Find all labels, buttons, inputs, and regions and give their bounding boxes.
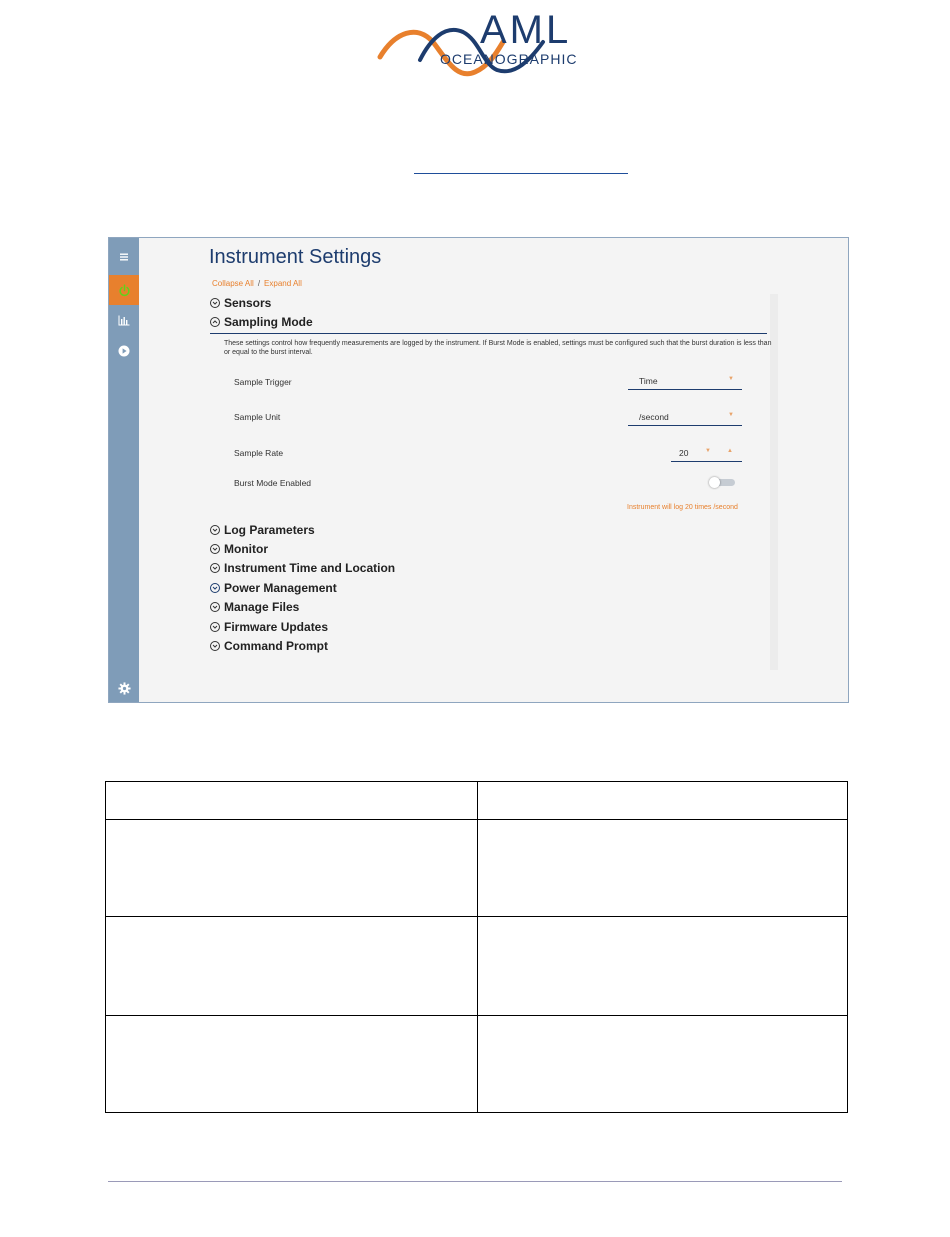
section-divider [210,333,767,334]
burst-mode-toggle[interactable] [709,477,735,487]
collapse-all-link[interactable]: Collapse All [212,279,254,288]
sample-trigger-select[interactable] [628,373,742,390]
settings-panel [139,238,848,702]
expand-all-link[interactable]: Expand All [264,279,302,288]
table-row [106,820,848,917]
table-row [106,782,848,820]
chevron-down-icon [210,525,220,535]
sample-trigger-label: Sample Trigger [234,377,292,387]
chevron-down-icon [210,298,220,308]
sample-unit-select[interactable] [628,409,742,426]
sample-unit-value: /second [639,412,669,422]
section-sampling-mode[interactable] [210,315,313,329]
collapse-expand-controls [212,279,302,288]
table-cell [106,820,478,917]
section-power-management[interactable] [210,581,337,595]
sidebar-settings-button[interactable] [109,673,139,703]
chevron-down-icon [210,563,220,573]
section-time-location-label: Instrument Time and Location [224,561,396,575]
caret-down-icon: ▼ [728,412,734,418]
chart-icon [118,315,130,326]
chevron-down-icon [210,641,220,651]
section-command-prompt-label: Command Prompt [224,639,329,653]
sidebar-data-button[interactable] [109,305,139,335]
chevron-up-icon [210,317,220,327]
table-cell [478,917,848,1016]
link-separator: / [257,279,261,288]
menu-icon [119,252,129,262]
section-sampling-mode-label: Sampling Mode [224,315,313,329]
chevron-down-icon [210,583,220,593]
document-link-underline [414,173,628,174]
page-title: Instrument Settings [209,246,382,268]
sample-unit-label: Sample Unit [234,412,281,422]
table-cell [106,1016,478,1113]
play-icon [118,345,130,357]
caret-down-icon: ▼ [728,376,734,382]
toggle-knob [709,477,720,488]
table-cell [106,917,478,1016]
blank-table [105,781,848,1113]
chevron-down-icon [210,622,220,632]
section-manage-files[interactable] [210,600,299,614]
sample-trigger-value: Time [639,376,658,386]
log-rate-note: Instrument will log 20 times /second [627,504,738,511]
table-cell [478,782,848,820]
section-command-prompt[interactable] [210,639,328,653]
section-power-management-label: Power Management [224,581,337,595]
chevron-down-icon [210,544,220,554]
section-monitor[interactable] [210,542,268,556]
chevron-down-icon [210,602,220,612]
sidebar-connect-button[interactable] [109,275,139,305]
section-firmware-updates[interactable] [210,620,328,634]
section-time-location[interactable] [210,561,395,575]
table-cell [478,820,848,917]
section-log-parameters-label: Log Parameters [224,523,315,537]
sidebar-menu-button[interactable] [109,242,139,272]
logo-brand: AML [480,8,572,52]
power-icon [118,284,131,297]
section-sensors-label: Sensors [224,296,272,310]
section-sensors[interactable] [210,296,271,310]
logo-subtitle: OCEANOGRAPHIC [440,51,578,67]
table-cell [478,1016,848,1113]
footer-rule [108,1181,842,1182]
sampling-description: These settings control how frequently measurements are logged by the instrument. If Burst Mode is enabled, settings must be configured such that the burst duration is less than or equal to the burst interval. [224,340,772,356]
increment-icon[interactable]: ▲ [727,448,733,454]
sample-rate-value: 20 [679,448,689,458]
sidebar [109,238,139,702]
app-window [108,237,849,703]
sidebar-play-button[interactable] [109,336,139,366]
section-log-parameters[interactable] [210,523,315,537]
section-firmware-updates-label: Firmware Updates [224,620,329,634]
decrement-icon[interactable]: ▼ [705,448,711,454]
gear-icon [118,682,131,695]
sample-rate-stepper[interactable] [671,444,742,462]
table-row [106,1016,848,1113]
section-manage-files-label: Manage Files [224,600,300,614]
burst-mode-label: Burst Mode Enabled [234,478,312,488]
table-row [106,917,848,1016]
table-cell [106,782,478,820]
sample-rate-label: Sample Rate [234,448,284,458]
section-monitor-label: Monitor [224,542,268,556]
